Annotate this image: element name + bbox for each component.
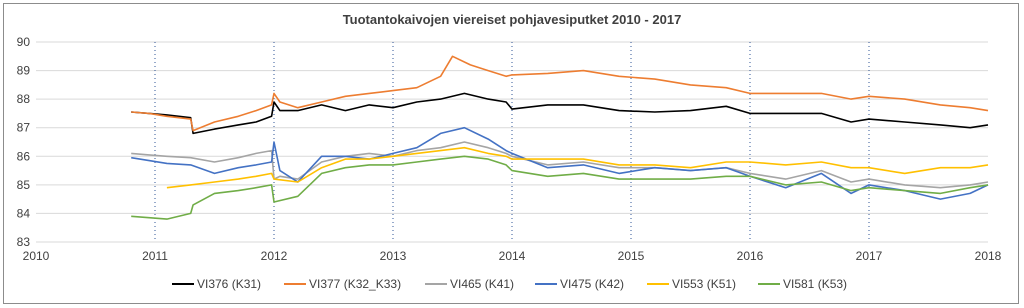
series-lines [131,56,988,219]
legend-label: VI581 (K53) [783,277,848,291]
x-tick-label: 2013 [379,249,407,263]
y-tick-label: 90 [16,35,30,49]
x-tick-label: 2014 [498,249,526,263]
legend-label: VI376 (K31) [197,277,262,291]
legend-label: VI475 (K42) [560,277,625,291]
series-line-5 [131,156,988,219]
x-tick-label: 2012 [260,249,288,263]
y-tick-label: 87 [16,120,30,135]
y-tick-label: 88 [16,92,30,107]
legend [172,277,847,291]
x-tick-label: 2018 [974,249,1002,263]
legend-label: VI553 (K51) [672,277,737,291]
x-tick-label: 2010 [22,249,50,263]
x-tick-label: 2016 [736,249,764,263]
series-line-1 [131,56,988,130]
y-tick-label: 83 [16,235,30,249]
y-tick-label: 89 [16,63,30,78]
y-tick-label: 85 [16,177,30,192]
legend-label: VI377 (K32_K33) [309,277,402,291]
y-tick-label: 86 [16,149,30,164]
y-axis-ticks [17,35,31,249]
legend-label: VI465 (K41) [450,277,515,291]
chart-title: Tuotantokaivojen viereiset pohjavesiputket 2010 - 2017 [342,12,682,27]
y-tick-label: 84 [16,206,30,221]
x-tick-label: 2015 [617,249,645,263]
series-line-4 [167,148,988,188]
x-axis-ticks [23,249,1002,263]
x-tick-label: 2011 [142,249,168,263]
x-tick-label: 2017 [855,249,883,263]
grid-lines [36,42,988,242]
